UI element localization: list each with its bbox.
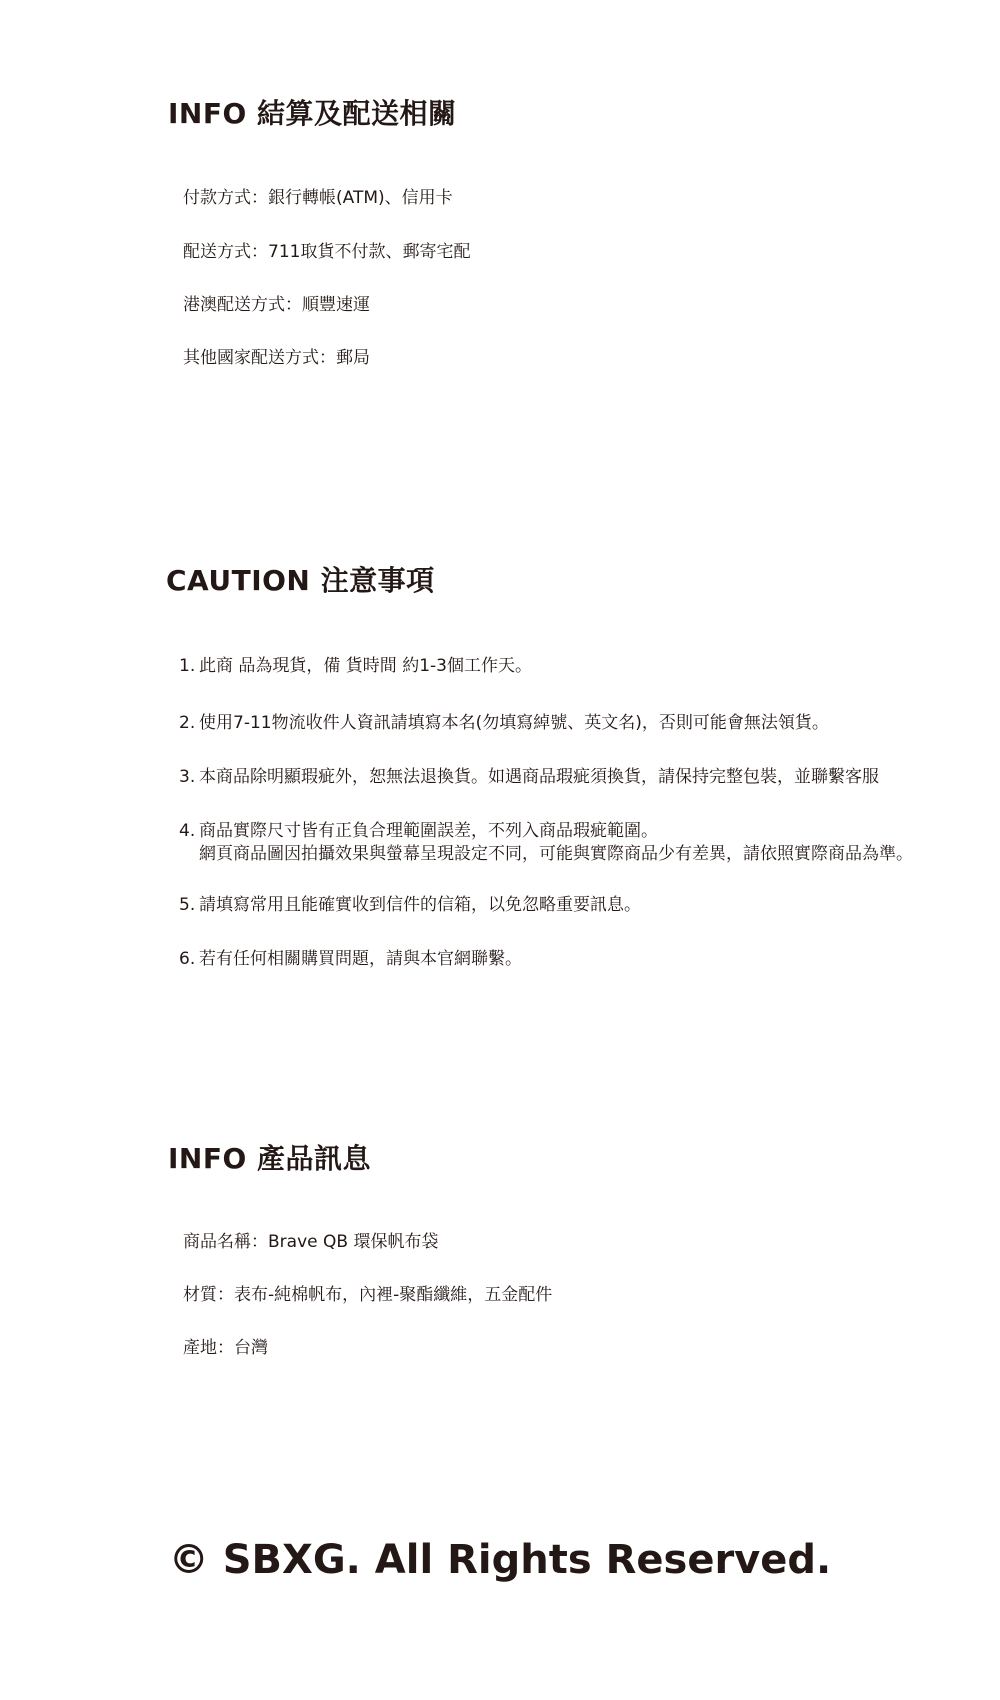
caution-number: 6.	[179, 949, 196, 969]
caution-item-6	[179, 948, 522, 971]
caution-text: 本商品除明顯瑕疵外，恕無法退換貨。如遇商品瑕疵須換貨，請保持完整包裝，並聯繫客服	[199, 767, 879, 787]
shipping-method-text: 配送方式：711取貨不付款、郵寄宅配	[183, 242, 471, 262]
caution-text: 請填寫常用且能確實收到信件的信箱，以免忽略重要訊息。	[199, 895, 641, 915]
product-name-text: 商品名稱：Brave QB 環保帆布袋	[183, 1232, 439, 1252]
caution-number: 4.	[179, 821, 196, 841]
hk-macau-shipping-text: 港澳配送方式：順豐速運	[183, 295, 370, 315]
caution-text: 商品實際尺寸皆有正負合理範圍誤差，不列入商品瑕疵範圍。	[199, 821, 658, 841]
caution-number: 3.	[179, 767, 196, 787]
caution-text: 若有任何相關購買問題，請與本官網聯繫。	[199, 949, 522, 969]
copyright-footer: © SBXG. All Rights Reserved.	[168, 1537, 832, 1583]
caution-text: 使用7-11物流收件人資訊請填寫本名(勿填寫綽號、英文名)，否則可能會無法領貨。	[199, 713, 829, 733]
payment-method-text: 付款方式：銀行轉帳(ATM)、信用卡	[183, 188, 453, 208]
caution-number: 2.	[179, 713, 196, 733]
caution-number: 1.	[179, 656, 196, 676]
caution-item-4	[179, 820, 913, 866]
caution-number: 5.	[179, 895, 196, 915]
caution-item-3	[179, 766, 879, 789]
product-info-title: INFO 產品訊息	[168, 1142, 372, 1175]
caution-item-5	[179, 894, 641, 917]
caution-text-continued: 網頁商品圖因拍攝效果與螢幕呈現設定不同，可能與實際商品少有差異，請依照實際商品為準。	[199, 843, 913, 864]
caution-item-1	[179, 655, 532, 678]
caution-item-2	[179, 712, 829, 735]
caution-title: CAUTION 注意事項	[166, 564, 435, 597]
origin-text: 產地：台灣	[183, 1338, 268, 1358]
other-countries-shipping-text: 其他國家配送方式：郵局	[183, 348, 370, 368]
material-text: 材質：表布-純棉帆布，內裡-聚酯纖維，五金配件	[183, 1285, 553, 1305]
payment-shipping-title: INFO 結算及配送相關	[168, 97, 457, 130]
caution-text: 此商 品為現貨，備 貨時間 約1-3個工作天。	[199, 656, 532, 676]
